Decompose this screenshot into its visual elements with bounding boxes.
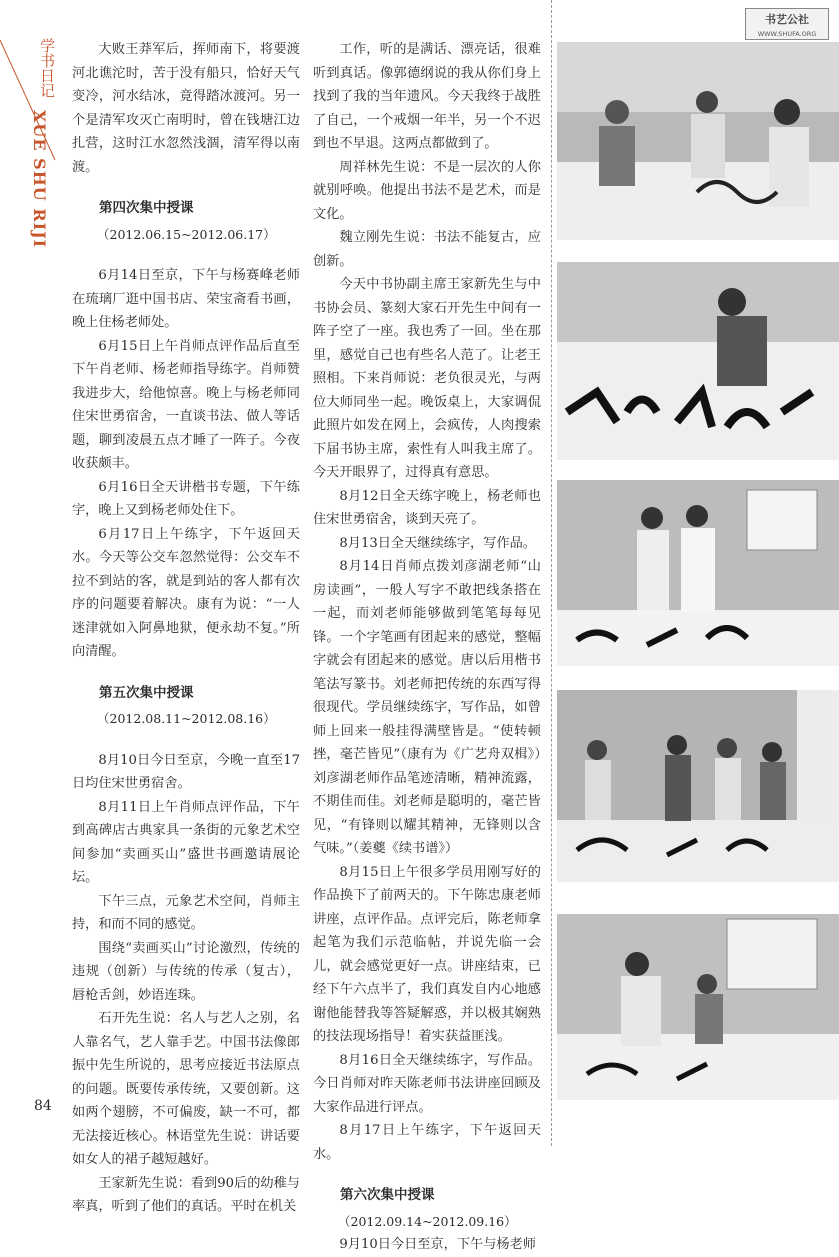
section-date: （2012.08.11~2012.08.16） <box>97 711 276 726</box>
photo-writing-calligraphy <box>557 262 839 460</box>
logo-url: WWW.SHUFA.ORG <box>757 30 817 38</box>
paragraph: 8月11日上午肖师点评作品，下午到高碑店古典家具一条街的元象艺术空间参加“卖画买山”盛世书画邀请展论坛。 <box>72 799 300 885</box>
paragraph: 8月13日全天继续练字，写作品。 <box>339 535 536 551</box>
site-logo <box>745 8 829 40</box>
paragraph: 8月10日今日至京，今晚一直至17日均住宋世勇宿舍。 <box>72 752 300 791</box>
section-title-latin: XUE SHU RIJI <box>30 110 49 249</box>
paragraph: 大败王莽军后，挥师南下，将要渡河北谯沱时，苦于没有船只，恰好天气变冷，河水结冰，竟得踏冰渡河。另一个是清军攻灭亡南明时，曾在钱塘江边扎营，这时江水忽然浅涸，清军得以南渡。 <box>72 42 300 175</box>
section-heading: 第四次集中授课 <box>99 200 194 216</box>
text-column-right <box>313 38 541 1257</box>
paragraph: 8月16日全天继续练字，写作品。今日肖师对昨天陈老师书法讲座回顾及大家作品进行评点。 <box>313 1052 541 1115</box>
photo-illustration <box>557 914 839 1100</box>
photo-demonstration <box>557 914 839 1100</box>
photo-illustration <box>557 690 839 882</box>
paragraph: 8月17日上午练字，下午返回天水。 <box>313 1123 541 1162</box>
paragraph: 9月10日今日至京，下午与杨老师 <box>339 1237 536 1252</box>
photo-illustration <box>557 480 839 666</box>
paragraph: 王家新先生说：看到90后的幼稚与率真，听到了他们的真话。平时在机关 <box>72 1175 300 1214</box>
paragraph: 8月14日肖师点拨刘彦湖老师“山房读画”，一般人写字不敢把线条搭在一起，而刘老师能够做到笔笔每每见锋。一个字笔画有团起来的感觉，整幅字就会有团起来的感觉。唐以后用楷书笔法写篆书。刘老师把传统的东西写得很现代。学员继续练字，写作品，如曾师上回来一般挂得满壁皆是。“使转顿挫，毫芒皆见”（康有为《广艺舟双楫》）刘彦湖老师作品笔迹清晰，精神流露，不期佳而佳。刘老师是聪明的，毫芒皆见，“有锋则以耀其精神，无锋则以含气味。”（姜夔《续书谱》） <box>313 559 541 856</box>
paragraph: 围绕“卖画买山”讨论激烈，传统的违规（创新）与传统的传承（复古），唇枪舌剑，妙语连珠。 <box>72 940 300 1003</box>
section-title: 学书日记 <box>38 38 56 98</box>
paragraph: 今天中书协副主席王家新先生与中书协会员、篆刻大家石开先生中间有一阵子空了一座。我也秀了一回。坐在那里，感觉自己也有些名人范了。让老王照相。下来肖师说：老负很灵光，与两位大师同坐一起。晚饭桌上，大家调侃此照片如发在网上，会疯传，人肉搜索下届书协主席，索性有人叫我主席了。今天开眼界了，过得真有意思。 <box>313 277 541 480</box>
paragraph: 6月14日至京，下午与杨赛峰老师在琉璃厂逛中国书店、荣宝斋看书画，晚上住杨老师处。 <box>72 268 300 330</box>
column-divider <box>551 0 552 1146</box>
section-heading: 第五次集中授课 <box>99 684 194 701</box>
section-date: （2012.06.15~2012.06.17） <box>97 226 276 242</box>
paragraph: 魏立刚先生说：书法不能复古，应创新。 <box>313 230 541 269</box>
paragraph: 工作，听的是满话、漂亮话，很难听到真话。像郭德纲说的我从你们身上找到了我的当年遗风。今天我终于战胜了自己，一个戒烟一年半，另一个不迟到也不早退。这两点都做到了。 <box>313 42 541 151</box>
photo-classroom-review <box>557 690 839 882</box>
logo-seal-text: 书艺公社 <box>765 13 809 26</box>
photo-viewing-works <box>557 480 839 666</box>
paragraph: 8月15日上午很多学员用刚写好的作品换下了前两天的。下午陈忠康老师讲座，点评作品。点评完后，陈老师拿起笔为我们示范临帖，并说先临一会儿，就会感觉更好一点。讲座结束，已经下午六点半了，我们真发自内心地感谢他能替我等答疑解惑，并以极其娴熟的技法现场指导！着实获益匪浅。 <box>313 864 541 1044</box>
paragraph: 6月17日上午练字，下午返回天水。今天等公交车忽然觉得：公交车不拉不到站的客，就是到站的客人都有次序的问题要着解决。康有为说：“一人迷津就如入阿鼻地狱，便永劫不复。”所向清醒。 <box>72 526 300 659</box>
paragraph: 石开先生说：名人与艺人之别，名人靠名气，艺人靠手艺。中国书法像郎振中先生所说的，思考应接近书法原点的问题。既要传承传统，又要创新。这如两个翅膀，不可偏废，缺一不可，都无法接近核心。林语堂先生说：讲话要如女人的裙子越短越好。 <box>72 1011 300 1167</box>
section-heading: 第六次集中授课 <box>340 1187 435 1203</box>
section-sidebar <box>0 0 60 300</box>
paragraph: 6月16日全天讲楷书专题，下午练字，晚上又到杨老师处住下。 <box>72 479 300 518</box>
paragraph: 8月12日全天练字晚上，杨老师也住宋世勇宿舍，谈到天亮了。 <box>313 488 541 527</box>
page-number: 84 <box>34 1098 52 1114</box>
photo-group-watching <box>557 42 839 240</box>
photo-illustration <box>557 42 839 240</box>
photo-illustration <box>557 262 839 460</box>
paragraph: 下午三点，元象艺术空间，肖师主持，和而不同的感觉。 <box>72 893 300 932</box>
paragraph: 6月15日上午肖师点评作品后直至下午肖老师、杨老师指导练字。肖师赞我进步大，给他惊喜。晚上与杨老师同住宋世勇宿舍，一直谈书法、做人等话题，聊到凌晨五点才睡了一阵子。今夜收获颇丰。 <box>72 338 300 471</box>
paragraph: 周祥林先生说：不是一层次的人你就别呼唤。他提出书法不是艺术，而是文化。 <box>313 159 541 222</box>
section-date: （2012.09.14~2012.09.16） <box>338 1213 517 1229</box>
text-column-left <box>72 38 300 1219</box>
